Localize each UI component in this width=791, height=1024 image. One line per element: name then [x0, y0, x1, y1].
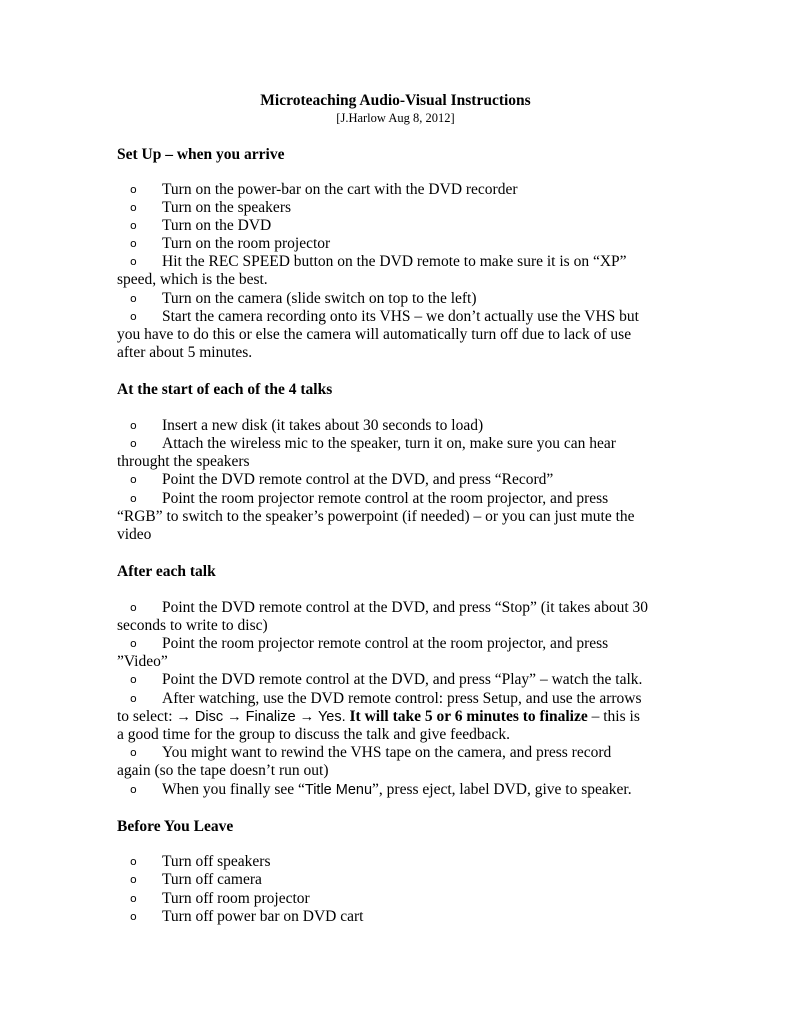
select-prefix: to select:: [117, 708, 177, 725]
bullet-icon: o: [130, 237, 137, 250]
bullet-icon: o: [130, 219, 137, 232]
document-page: Microteaching Audio-Visual Instructions [J.Harlow Aug 8, 2012] Set Up – when you arrive o Turn on the power-bar on the cart with the DVD recorder o Turn on the speakers o Turn on the DVD o Turn on the room projector o Hit the REC SPEED button on the DVD remote to make sure it is on “XP” speed, which is the best. o Turn on the camera (slide switch on top to the left) o Start the camera recording onto its VHS – we don’t actually use the VHS but you have to do this or else the camera will automatically turn off due to lack of use after about 5 minutes. At the start of each of the 4 talks o Insert a new disk (it takes about 30 seconds to load) o Attach the wireless mic to the speaker, turn it on, make sure you can hear throught the speakers o Point the DVD remote control at the DVD, and press “Record” o Point the room projector remote control at the room projector, and press “RGB” to switch to the speaker’s powerpoint (if needed) – or you can just mute the video After each talk o Point the DVD remote control at the DVD, and press “Stop” (it takes about 30 seconds to write to disc) o Point the room projector remote control at the room projector, and press ”Video” o Point the DVD remote control at the DVD, and press “Play” – watch the talk. o After watching, use the DVD remote control: press Setup, and use the arrows to select: → Disc → Finalize → Yes. It will take 5 or 6 minutes to finalize – this is a good time for the group to discuss the talk and give feedback. o You might want to rewind the VHS tape on the camera, and press record again (so the tape doesn’t run out) o When you finally see “Title Menu”, press eject, label DVD, give to speaker. Before You Leave o Turn off speakers o Turn off camera o Turn off room projector o Turn off power bar on DVD cart: [0, 0, 791, 1024]
bullet-icon: o: [130, 183, 137, 196]
bullet-icon: o: [130, 601, 137, 614]
bullet-icon: o: [130, 255, 137, 268]
finalize-sequence: → Disc → Finalize → Yes.: [176, 709, 346, 725]
bullet-icon: o: [130, 473, 137, 486]
section-heading-start: At the start of each of the 4 talks: [117, 381, 333, 398]
bullet-icon: o: [130, 692, 137, 705]
bullet-icon: o: [130, 437, 137, 450]
section-heading-after: After each talk: [117, 563, 216, 580]
document-title: Microteaching Audio-Visual Instructions: [260, 92, 531, 109]
bullet-icon: o: [130, 637, 137, 650]
bullet-icon: o: [130, 201, 137, 214]
section-heading-setup: Set Up – when you arrive: [117, 146, 285, 163]
title-menu-label: Title Menu: [304, 782, 373, 798]
bullet-icon: o: [130, 892, 137, 905]
bullet-icon: o: [130, 873, 137, 886]
bullet-icon: o: [130, 746, 137, 759]
bullet-icon: o: [130, 673, 137, 686]
document-subtitle: [J.Harlow Aug 8, 2012]: [336, 111, 455, 125]
bullet-icon: o: [130, 910, 137, 923]
bullet-icon: o: [130, 783, 137, 796]
bullet-icon: o: [130, 492, 137, 505]
bullet-icon: o: [130, 855, 137, 868]
section-heading-leave: Before You Leave: [117, 818, 234, 835]
select-suffix: – this is: [587, 708, 640, 725]
bullet-icon: o: [130, 310, 137, 323]
bullet-icon: o: [130, 292, 137, 305]
bullet-icon: o: [130, 419, 137, 432]
finalize-warning: It will take 5 or 6 minutes to finalize: [345, 708, 588, 725]
